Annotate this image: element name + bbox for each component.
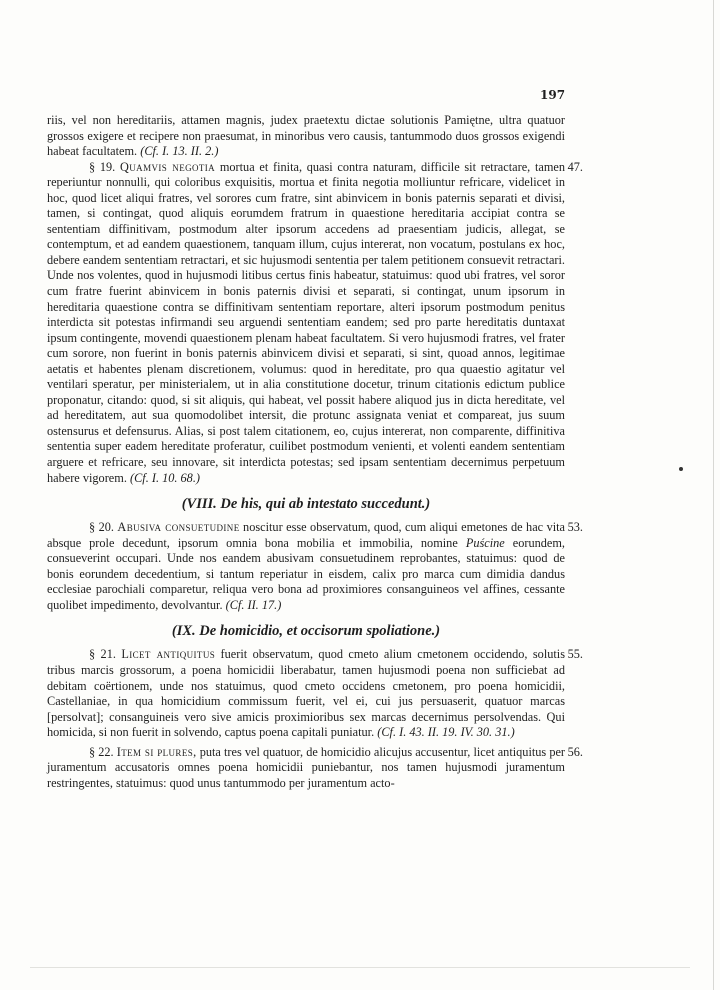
section-19-text: mortua et finita, quasi contra naturam, difficile sit retractare, tamen reperiuntur nonnulli, qui coloribus exquisitis, mortua et finita negotia molliuntur refricare, videlicet in hoc, quod licet aliqui fratres, vel sorores cum fratre, sint abinvicem in bonis paternis separati et divisi, tamen, si contingat, quod aliquis eorumdem fratrum in quaestione hereditaria accipiat contra se sententiam diffinitivam, postmodum alter ipsorum accedens ad praesentiam judicis, allegat, se contemptum, et ad eandem quaestionem, tanquam illum, cujus intererat, non vocatum, postulans ex hoc, debere eandem sententiam retractari, et sic hujusmodi sententia per talem petitionem consuevit retractari. Unde nos volentes, quod in hujusmodi litibus certus finis habeatur, statuimus: quod ubi fratres, vel soror cum fratre fuerint abinvicem in bonis paternis divisi et separati, si contingat, unum ipsorum in hereditaria quaestione contra se diffinitivam sententiam reportare, alteri ipsorum postmodum penitus interdicta sit potestas infirmandi seu arguendi sententiam eandem; sed pro parte hereditatis duntaxat ipsum contingente, movendi quaestionem plenam habeat facultatem. Si vero hujusmodi fratres, vel frater cum sorore, non fuerint in bonis paternis abinvicem divisi et separati, si sint, quoad annos, legitimae aetatis et habentes plenam discretionem, volumus: quod in hereditate, pro qua quaestio agitatur vel ventilari speratur, per ministerialem, ut in alia constitutione docetur, trinum citationis edictum publice proponatur, citando: quod, si sit aliquis, qui habeat, vel possit habere aliquod jus in dicta hereditate, vel ad hereditatem, aut sua quomodolibet intersit, die protunc assignata veniat et compareat, jus suum ostensurus et defensurus. Alias, si post talem citationem, eo, cujus intererat, non comparente, diffinitiva sententia super eadem hereditate proferatur, cuilibet postmodum venienti, et volenti eandem sententiam arguere et refricare, seu innovare, sit interdicta potestas; sed ipsam sententiam decernimus perpetuum habere vigorem. xyxy=(47,159,565,485)
section-20-number: § 20. xyxy=(89,520,114,535)
section-20-incipit: Abusiva consuetudine xyxy=(117,520,240,535)
section-20-term: Puścine xyxy=(465,535,505,550)
section-21-incipit: Licet antiquitus xyxy=(121,647,216,662)
intro-reference: (Cf. I. 13. II. 2.) xyxy=(140,144,219,159)
section-19-number: § 19. xyxy=(89,159,116,174)
section-22-margin-number: 56. xyxy=(567,744,583,759)
section-20-text-a: noscitur esse observatum, quod, cum aliqui emetones de hac vita absque prole decedunt, ipsorum omnia bona mobilia et immobilia, nomine xyxy=(47,520,566,550)
section-22-number: § 22. xyxy=(89,744,114,759)
section-22-incipit: Item si plures, xyxy=(116,744,197,759)
section-21 xyxy=(47,647,583,740)
section-19 xyxy=(47,159,583,486)
section-19-incipit: Quamvis negotia xyxy=(119,159,216,174)
section-22-text: puta tres vel quatuor, de homicidio alicujus accusentur, licet antiquitus per juramentum accusatoris omnes poena homicidii puniebantur, nos tamen hujusmodi juramentum restringentes, statuimus: quod unus tantummodo per juramentum acto- xyxy=(47,744,566,790)
section-19-margin-number: 47. xyxy=(567,159,583,174)
intro-paragraph xyxy=(47,113,565,160)
section-20-margin-number: 53. xyxy=(567,520,583,535)
section-21-number: § 21. xyxy=(89,647,116,662)
section-20 xyxy=(47,520,583,613)
margin-dot xyxy=(679,467,683,471)
section-19-reference: (Cf. I. 10. 68.) xyxy=(129,470,201,485)
page-edge-right xyxy=(713,0,714,990)
heading-viii: (VIII. De his, qui ab intestato succedunt.) xyxy=(181,496,431,513)
section-20-reference: (Cf. II. 17.) xyxy=(225,597,282,612)
page-edge-bottom xyxy=(30,967,690,968)
section-20-text-b: eorundem, consueverint occupari. Unde nos eandem abusivam consuetudinem reprobantes, statuimus: quod de bonis eorundem decedentium, si tantum reperiatur in eisdem, calix pro marca cum dimidia dandus ecclesiae parochiali comparetur, reliqua vero bona ad proximiores consanguineos vel affines, cessante quolibet impedimento, devolvantur. xyxy=(47,535,566,612)
section-21-text: fuerit observatum, quod cmeto alium cmetonem occidendo, solutis tribus marcis grossorum, a poena homicidii liberabatur, tamen hujusmodi poena non sufficiebat ad debitam coërtionem, unde nos statuimus, quod cmeto occidens cmetonem, pro poena homicidii, Castellaniae, in qua homicidium commissum fuerit, vel ei, cui jus persuaserit, quatuor marcas [persolvat]; consanguineis vero sive amicis proximioribus sex marcas decernimus persolvendas. Qui homicida, si non fuerit in solvendo, captus poena capitali puniatur. xyxy=(47,647,566,740)
intro-text: riis, vel non hereditariis, attamen magnis, judex praetextu dictae solutionis Pamiętne, ultra quatuor grossos exigere et recipere non praesumat, in minoribus vero causis, tantummodo duos grossos exigendi habeat facultatem. xyxy=(47,113,565,159)
section-21-margin-number: 55. xyxy=(567,647,583,662)
section-21-reference: (Cf. I. 43. II. 19. IV. 30. 31.) xyxy=(377,725,515,740)
section-22 xyxy=(47,744,583,792)
heading-ix: (IX. De homicidio, et occisorum spoliatione.) xyxy=(171,623,441,640)
body-text xyxy=(47,113,583,791)
page-number: 197 xyxy=(540,88,566,102)
